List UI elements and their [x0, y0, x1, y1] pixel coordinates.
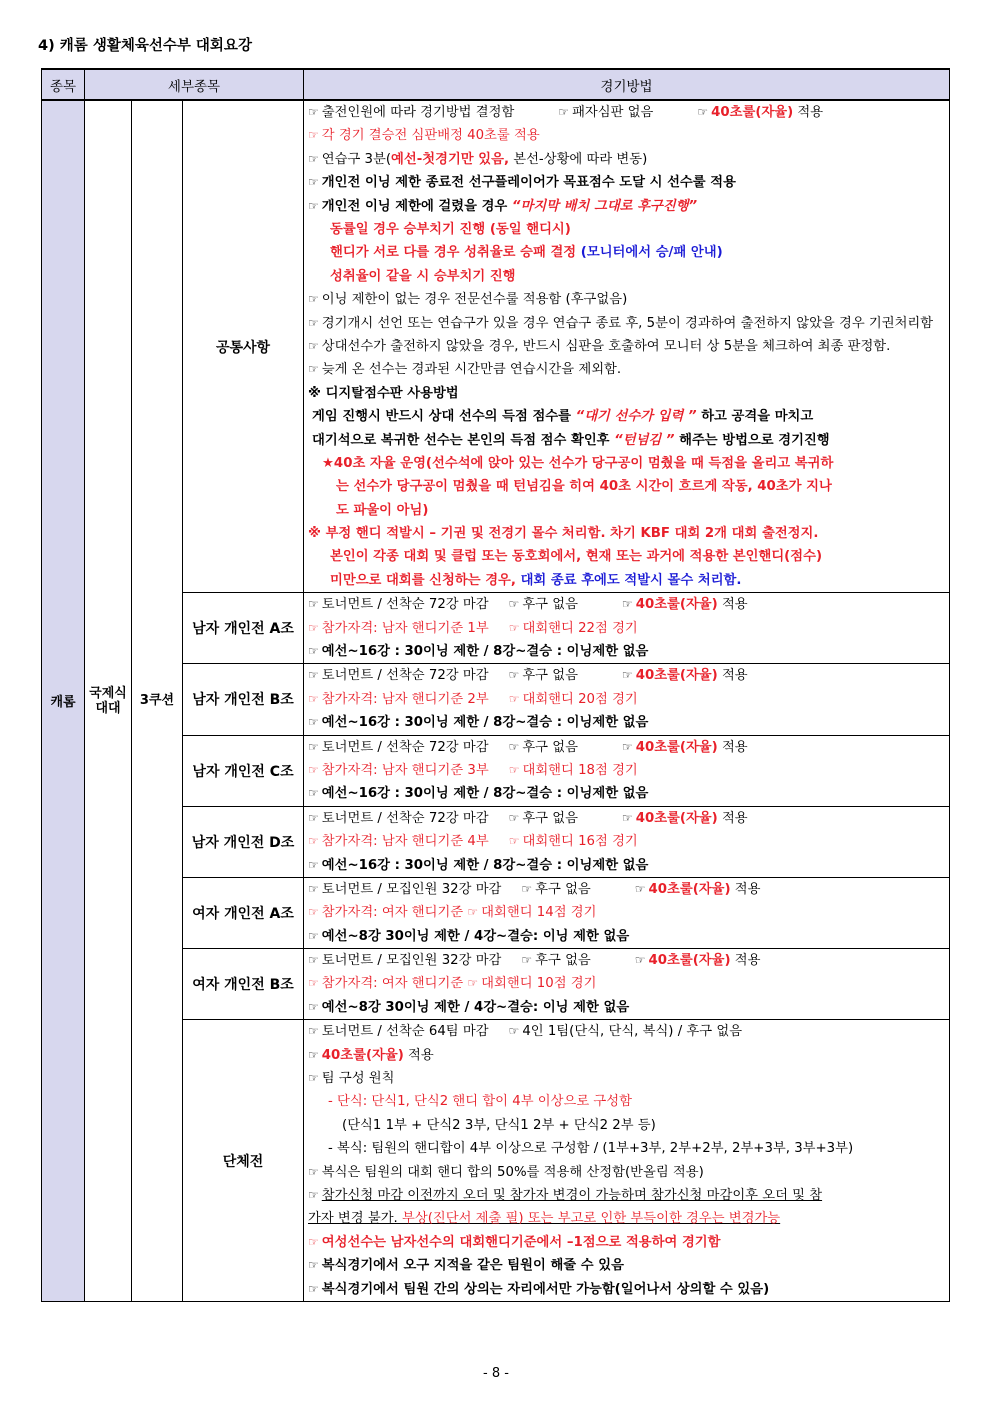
common-l3a: 연습구 3분( — [321, 151, 392, 167]
hand-pointer-icon: ☞ — [508, 1024, 520, 1039]
hand-pointer-icon: ☞ — [308, 1047, 319, 1062]
division-label: 국제식 대대 — [89, 685, 127, 716]
group-content — [304, 735, 950, 806]
team-l5: (단식1 1부 + 단식2 3부, 단식1 2부 + 단식2 2부 등) — [342, 1117, 656, 1133]
common-l3c: 본선-상황에 따라 변동) — [509, 151, 648, 167]
group-inning: 예선~16강 : 30이닝 제한 / 8강~결승 : 이닝제한 없음 — [321, 857, 649, 873]
common-line-5 — [308, 195, 947, 218]
common-line-7 — [308, 241, 947, 264]
common-l11: 상대선수가 출전하지 않았을 경우, 반드시 심판을 호출하여 모니터 상 5분을 체크하여 최종 판정함. — [321, 338, 891, 354]
sport-cell: 캐롬 — [42, 100, 85, 1301]
group-handicap: 대회핸디 22점 경기 — [522, 620, 638, 636]
header-jongmok: 종목 — [42, 69, 85, 100]
header-method: 경기방법 — [304, 69, 950, 100]
hand-pointer-icon: ☞ — [308, 976, 319, 991]
common-row — [42, 100, 950, 593]
hand-pointer-icon: ☞ — [308, 620, 319, 635]
group-rule: 후구 없음 — [522, 668, 578, 684]
common-line-11 — [308, 335, 947, 358]
hand-pointer-icon: ☞ — [308, 1164, 319, 1179]
group-inning: 예선~16강 : 30이닝 제한 / 8강~결승 : 이닝제한 없음 — [321, 644, 649, 660]
group-format: 토너먼트 / 선착순 72강 마감 — [321, 810, 489, 826]
team-l6: - 복식: 팀원의 핸디합이 4부 이상으로 구성함 / (1부+3부, 2부+2부, 2부+3부, 3부+3부) — [328, 1141, 854, 1157]
hand-pointer-icon: ☞ — [308, 315, 319, 330]
group-apply: 적용 — [730, 881, 761, 897]
hand-pointer-icon: ☞ — [308, 198, 319, 213]
group-format: 토너먼트 / 선착순 72강 마감 — [321, 739, 489, 755]
group-apply: 적용 — [717, 597, 748, 613]
common-line-12 — [308, 358, 947, 381]
common-line-3 — [308, 148, 947, 171]
hand-pointer-icon: ☞ — [521, 953, 533, 968]
group-label: 남자 개인전 C조 — [183, 735, 304, 806]
common-line-1 — [308, 101, 947, 124]
hand-pointer-icon: ☞ — [508, 810, 520, 825]
group-apply: 적용 — [730, 953, 761, 969]
group-timer: 40초룰(자율) — [648, 881, 731, 897]
team-l11: 복식경기에서 오구 지적을 같은 팀원이 해줄 수 있음 — [321, 1258, 624, 1274]
hand-pointer-icon: ☞ — [467, 976, 479, 991]
hand-pointer-icon: ☞ — [308, 292, 319, 307]
group-eligibility: 참가자격: 남자 핸디기준 2부 — [321, 691, 489, 707]
tournament-rules-table — [41, 68, 950, 1302]
common-line-10 — [308, 312, 947, 335]
hand-pointer-icon: ☞ — [308, 762, 319, 777]
group-label: 남자 개인전 D조 — [183, 806, 304, 877]
group-content — [304, 593, 950, 664]
common-l9: 이닝 제한이 없는 경우 전문선수룰 적용함 (후구없음) — [321, 292, 628, 308]
hand-pointer-icon: ☞ — [308, 668, 319, 683]
group-timer: 40초룰(자율) — [648, 953, 731, 969]
common-line-6: 동률일 경우 승부치기 진행 (동일 핸디시) — [330, 221, 571, 237]
hand-pointer-icon: ☞ — [558, 105, 570, 119]
common-l7b: (모니터에서 승/패 안내) — [580, 245, 723, 261]
group-handicap: 대회핸디 10점 경기 — [481, 976, 597, 992]
common-line-19: ※ 부정 핸디 적발시 – 기권 및 전경기 몰수 처리함. 차기 KBF 대회 2개 대회 출전정지. — [308, 526, 819, 542]
group-content — [304, 877, 950, 948]
common-line-13: ※ 디지탈점수판 사용방법 — [308, 385, 459, 401]
hand-pointer-icon: ☞ — [634, 953, 646, 968]
common-l4: 개인전 이닝 제한 종료전 선구플레이어가 목표점수 도달 시 선수룰 적용 — [321, 175, 736, 191]
common-line-8: 성취율이 같을 시 승부치기 진행 — [330, 268, 516, 284]
common-line-18: 도 파울이 아님) — [336, 502, 429, 518]
common-l5b: “마지막 배치 그대로 후구진행” — [511, 198, 698, 214]
hand-pointer-icon: ☞ — [634, 881, 646, 896]
group-rule: 후구 없음 — [522, 739, 578, 755]
common-l15c: 해주는 방법으로 경기진행 — [674, 432, 830, 448]
hand-pointer-icon: ☞ — [308, 644, 319, 659]
hand-pointer-icon: ☞ — [697, 105, 709, 119]
team-l1a: 토너먼트 / 선착순 64팀 마감 — [321, 1024, 489, 1040]
hand-pointer-icon: ☞ — [308, 1188, 319, 1202]
common-l14a: 게임 진행시 반드시 상대 선수의 득점 점수를 — [312, 409, 576, 425]
page-number: - 8 - — [483, 1366, 509, 1381]
hand-pointer-icon: ☞ — [308, 834, 319, 849]
group-handicap: 대회핸디 16점 경기 — [522, 834, 638, 850]
group-eligibility: 참가자격: 여자 핸디기준 — [321, 976, 464, 992]
group-timer: 40초룰(자율) — [635, 597, 718, 613]
team-label: 단체전 — [183, 1020, 304, 1302]
team-l8: 참가신청 마감 이전까지 오더 및 참가자 변경이 가능하며 참가신청 마감이후 오더 및 참 — [321, 1188, 823, 1203]
group-timer: 40초룰(자율) — [635, 668, 718, 684]
common-l10: 경기개시 선언 또는 연습구가 있을 경우 연습구 종료 후, 5분이 경과하여 출전하지 않았을 경우 기권처리함 — [321, 315, 934, 331]
group-eligibility: 참가자격: 남자 핸디기준 1부 — [321, 620, 489, 636]
group-inning: 예선~16강 : 30이닝 제한 / 8강~결승 : 이닝제한 없음 — [321, 715, 649, 731]
group-eligibility: 참가자격: 남자 핸디기준 4부 — [321, 834, 489, 850]
division-cell — [85, 100, 132, 1301]
common-l2: 각 경기 결승전 심판배정 40초룰 적용 — [321, 128, 540, 144]
group-timer: 40초룰(자율) — [635, 810, 718, 826]
common-line-21 — [308, 569, 947, 592]
hand-pointer-icon: ☞ — [508, 739, 520, 754]
hand-pointer-icon: ☞ — [308, 338, 319, 353]
hand-pointer-icon: ☞ — [621, 810, 633, 825]
common-l1b: 패자심판 없음 — [572, 105, 654, 120]
group-format: 토너먼트 / 모집인원 32강 마감 — [321, 881, 502, 897]
hand-pointer-icon: ☞ — [308, 1258, 319, 1273]
hand-pointer-icon: ☞ — [308, 128, 319, 143]
group-inning: 예선~16강 : 30이닝 제한 / 8강~결승 : 이닝제한 없음 — [321, 786, 649, 802]
team-l9b: 부상(진단서 제출 필) 또는 부고로 인한 부득이한 경우는 변경가능 — [402, 1211, 781, 1227]
hand-pointer-icon: ☞ — [308, 151, 319, 166]
team-l7: 복식은 팀원의 대회 핸디 합의 50%를 적용해 산정함(반올림 적용) — [321, 1164, 704, 1180]
group-handicap: 대회핸디 18점 경기 — [522, 762, 638, 778]
hand-pointer-icon: ☞ — [308, 1024, 319, 1039]
team-content — [304, 1020, 950, 1302]
hand-pointer-icon: ☞ — [521, 881, 533, 896]
common-line-20: 본인이 각종 대회 및 클럽 또는 동호회에서, 현재 또는 과거에 적용한 본인핸디(점수) — [330, 549, 823, 565]
group-apply: 적용 — [717, 810, 748, 826]
header-row — [42, 69, 950, 100]
common-line-15 — [308, 429, 947, 452]
hand-pointer-icon: ☞ — [308, 597, 319, 612]
team-l2b: 적용 — [403, 1047, 434, 1063]
hand-pointer-icon: ☞ — [467, 905, 479, 920]
hand-pointer-icon: ☞ — [508, 620, 520, 635]
hand-pointer-icon: ☞ — [621, 739, 633, 754]
common-line-16: ★40초 자율 운영(선수석에 앉아 있는 선수가 당구공이 멈췄을 때 득점을 올리고 복귀하 — [322, 455, 834, 471]
common-line-9 — [308, 288, 947, 311]
hand-pointer-icon: ☞ — [308, 786, 319, 801]
hand-pointer-icon: ☞ — [508, 834, 520, 849]
group-handicap: 대회핸디 20점 경기 — [522, 691, 638, 707]
common-l7a: 핸디가 서로 다를 경우 성취율로 승패 결정 — [330, 245, 581, 261]
common-l1a: 출전인원에 따라 경기방법 결정함 — [321, 105, 515, 120]
common-l3b: 예선-첫경기만 있음, — [391, 151, 510, 167]
hand-pointer-icon: ☞ — [308, 905, 319, 920]
common-l15a: 대기석으로 복귀한 선수는 본인의 득점 점수 확인후 — [312, 432, 615, 448]
hand-pointer-icon: ☞ — [308, 691, 319, 706]
hand-pointer-icon: ☞ — [308, 715, 319, 730]
group-inning: 예선~8강 30이닝 제한 / 4강~결승: 이닝 제한 없음 — [321, 928, 630, 944]
page-title: 4) 캐롬 생활체육선수부 대회요강 — [38, 38, 252, 54]
team-l10: 여성선수는 남자선수의 대회핸디기준에서 –1점으로 적용하여 경기함 — [321, 1234, 721, 1250]
hand-pointer-icon: ☞ — [508, 597, 520, 612]
group-handicap: 대회핸디 14점 경기 — [481, 905, 597, 921]
hand-pointer-icon: ☞ — [308, 1071, 319, 1086]
cushion-cell: 3쿠션 — [132, 100, 183, 1301]
common-l1c: 40초룰(자율) — [711, 105, 794, 120]
group-format: 토너먼트 / 선착순 72강 마감 — [321, 597, 489, 613]
common-line-14 — [308, 405, 947, 428]
group-rule: 후구 없음 — [522, 597, 578, 613]
common-line-17: 는 선수가 당구공이 멈췄을 때 턴넘김을 히여 40초 시간이 흐르게 작동, 40초가 지나 — [336, 479, 832, 495]
common-l12: 늦게 온 선수는 경과된 시간만큼 연습시간을 제외함. — [321, 362, 622, 378]
common-line-4 — [308, 171, 947, 194]
team-l3: 팀 구성 원칙 — [321, 1071, 395, 1087]
hand-pointer-icon: ☞ — [308, 362, 319, 377]
hand-pointer-icon: ☞ — [308, 105, 319, 119]
common-l14b: “대기 선수가 입력 ” — [575, 409, 697, 425]
common-content — [304, 100, 950, 593]
team-l4: - 단식: 단식1, 단식2 핸디 합이 4부 이상으로 구성함 — [328, 1094, 632, 1110]
hand-pointer-icon: ☞ — [308, 175, 319, 190]
group-eligibility: 참가자격: 남자 핸디기준 3부 — [321, 762, 489, 778]
group-content — [304, 664, 950, 735]
hand-pointer-icon: ☞ — [308, 928, 319, 943]
hand-pointer-icon: ☞ — [508, 668, 520, 683]
hand-pointer-icon: ☞ — [621, 668, 633, 683]
group-label: 남자 개인전 A조 — [183, 593, 304, 664]
group-rule: 후구 없음 — [522, 810, 578, 826]
common-l5a: 개인전 이닝 제한에 걸렸을 경우 — [321, 198, 512, 214]
hand-pointer-icon: ☞ — [308, 881, 319, 896]
common-l14c: 하고 공격을 마치고 — [696, 409, 814, 425]
hand-pointer-icon: ☞ — [308, 999, 319, 1014]
common-label: 공통사항 — [183, 100, 304, 593]
group-eligibility: 참가자격: 여자 핸디기준 — [321, 905, 464, 921]
hand-pointer-icon: ☞ — [308, 953, 319, 968]
team-l12: 복식경기에서 팀원 간의 상의는 자리에서만 가능함(일어나서 상의할 수 있음) — [321, 1281, 770, 1297]
group-inning: 예선~8강 30이닝 제한 / 4강~결승: 이닝 제한 없음 — [321, 999, 630, 1015]
group-format: 토너먼트 / 모집인원 32강 마감 — [321, 953, 502, 969]
hand-pointer-icon: ☞ — [508, 762, 520, 777]
group-rule: 후구 없음 — [535, 881, 591, 897]
group-content — [304, 949, 950, 1020]
common-l1d: 적용 — [793, 105, 824, 120]
group-rule: 후구 없음 — [535, 953, 591, 969]
common-l21b: 대회 종료 후에도 적발시 몰수 처리함. — [520, 572, 742, 588]
group-apply: 적용 — [717, 739, 748, 755]
group-content — [304, 806, 950, 877]
common-line-2 — [308, 124, 947, 147]
team-l2a: 40초룰(자율) — [321, 1047, 404, 1063]
hand-pointer-icon: ☞ — [308, 1234, 319, 1249]
hand-pointer-icon: ☞ — [308, 857, 319, 872]
group-label: 남자 개인전 B조 — [183, 664, 304, 735]
group-format: 토너먼트 / 선착순 72강 마감 — [321, 668, 489, 684]
group-timer: 40초룰(자율) — [635, 739, 718, 755]
hand-pointer-icon: ☞ — [308, 739, 319, 754]
common-l21a: 미만으로 대회를 신청하는 경우, — [330, 572, 521, 588]
hand-pointer-icon: ☞ — [308, 810, 319, 825]
team-l9a: 가자 변경 불가. — [308, 1211, 402, 1227]
hand-pointer-icon: ☞ — [508, 691, 520, 706]
hand-pointer-icon: ☞ — [308, 1281, 319, 1296]
group-label: 여자 개인전 B조 — [183, 949, 304, 1020]
header-sebu: 세부종목 — [85, 69, 304, 100]
hand-pointer-icon: ☞ — [621, 597, 633, 612]
common-l15b: “턴넘김 ” — [614, 432, 675, 448]
group-apply: 적용 — [717, 668, 748, 684]
team-l1b: 4인 1팀(단식, 단식, 복식) / 후구 없음 — [522, 1024, 743, 1040]
group-label: 여자 개인전 A조 — [183, 877, 304, 948]
